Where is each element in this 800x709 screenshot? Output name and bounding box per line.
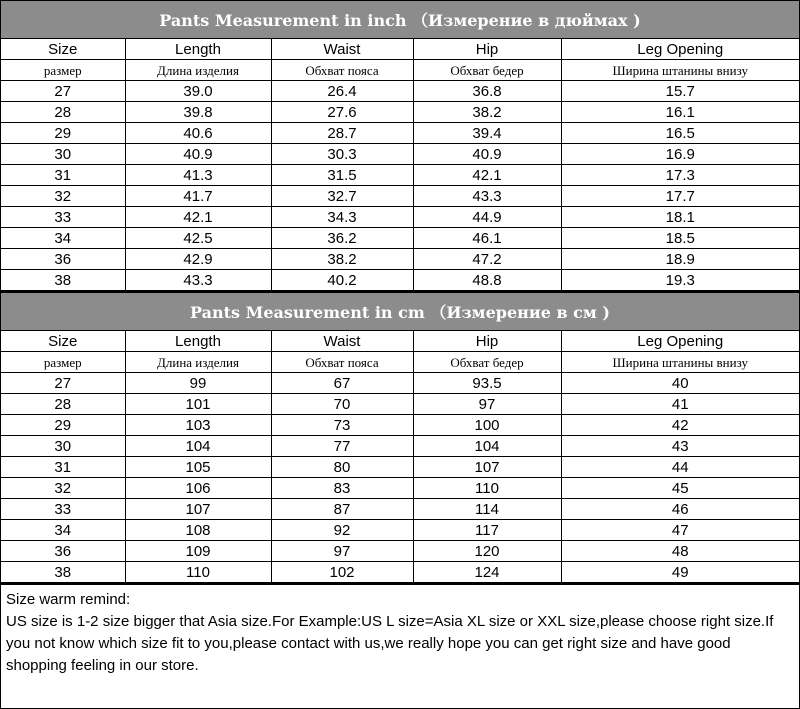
table-row-cell: 49: [561, 562, 799, 583]
table-row-cell: 42.9: [125, 249, 271, 270]
table-row-cell: 42.1: [125, 207, 271, 228]
table-row-cell: 41.3: [125, 165, 271, 186]
header-row-cell: Hip: [413, 331, 561, 352]
subheader-row-cell: Обхват бедер: [413, 352, 561, 373]
table-row: [1, 81, 799, 102]
subheader-row-cell: Длина изделия: [125, 60, 271, 81]
table-row-cell: 106: [125, 478, 271, 499]
table-row-cell: 42.1: [413, 165, 561, 186]
size-remind-note: [1, 583, 799, 677]
table-row-cell: 47: [561, 520, 799, 541]
subheader-row-cell: Длина изделия: [125, 352, 271, 373]
table-row: [1, 499, 799, 520]
table-row-cell: 34: [1, 520, 125, 541]
table-row-cell: 43.3: [125, 270, 271, 291]
header-row-cell: Waist: [271, 331, 413, 352]
table-row-cell: 48: [561, 541, 799, 562]
table-row-cell: 107: [125, 499, 271, 520]
table-row-cell: 39.4: [413, 123, 561, 144]
table-row-cell: 38: [1, 562, 125, 583]
table-row: [1, 102, 799, 123]
table-row-cell: 36: [1, 249, 125, 270]
table-row-cell: 100: [413, 415, 561, 436]
table-row-cell: 93.5: [413, 373, 561, 394]
table-row-cell: 32: [1, 478, 125, 499]
table-row-cell: 107: [413, 457, 561, 478]
cm-table: [1, 331, 799, 583]
table-row: [1, 228, 799, 249]
table-row-cell: 102: [271, 562, 413, 583]
table-row-cell: 103: [125, 415, 271, 436]
table-row: [1, 186, 799, 207]
table-row-cell: 114: [413, 499, 561, 520]
table-row: [1, 478, 799, 499]
table-row-cell: 27: [1, 373, 125, 394]
table-row-cell: 101: [125, 394, 271, 415]
table-row: [1, 249, 799, 270]
table-row-cell: 33: [1, 499, 125, 520]
table-row: [1, 436, 799, 457]
table-row-cell: 110: [125, 562, 271, 583]
header-row-cell: Leg Opening: [561, 331, 799, 352]
table-row-cell: 31.5: [271, 165, 413, 186]
table-row-cell: 77: [271, 436, 413, 457]
table-row-cell: 16.9: [561, 144, 799, 165]
table-row-cell: 109: [125, 541, 271, 562]
table-row-cell: 124: [413, 562, 561, 583]
table-row-cell: 43.3: [413, 186, 561, 207]
table-row-cell: 17.3: [561, 165, 799, 186]
table-row-cell: 29: [1, 415, 125, 436]
header-row-cell: Leg Opening: [561, 39, 799, 60]
table-row-cell: 99: [125, 373, 271, 394]
table-row-cell: 40.6: [125, 123, 271, 144]
table-row-cell: 32.7: [271, 186, 413, 207]
table-row: [1, 520, 799, 541]
table-row-cell: 73: [271, 415, 413, 436]
table-row-cell: 36: [1, 541, 125, 562]
table-row-cell: 36.2: [271, 228, 413, 249]
table-row-cell: 117: [413, 520, 561, 541]
table-row-cell: 46.1: [413, 228, 561, 249]
table-row-cell: 110: [413, 478, 561, 499]
table-row: [1, 562, 799, 583]
table-row: [1, 144, 799, 165]
table-row-cell: 40.9: [413, 144, 561, 165]
table-row-cell: 27.6: [271, 102, 413, 123]
table-row-cell: 40: [561, 373, 799, 394]
table-row-cell: 83: [271, 478, 413, 499]
table-row-cell: 39.8: [125, 102, 271, 123]
table-row: [1, 207, 799, 228]
header-row: [1, 39, 799, 60]
table-row-cell: 92: [271, 520, 413, 541]
table-row-cell: 70: [271, 394, 413, 415]
subheader-row-cell: Ширина штанины внизу: [561, 60, 799, 81]
table-row-cell: 28.7: [271, 123, 413, 144]
table-row-cell: 104: [125, 436, 271, 457]
table-row-cell: 38.2: [271, 249, 413, 270]
subheader-row-cell: Обхват пояса: [271, 60, 413, 81]
table-row-cell: 18.1: [561, 207, 799, 228]
table-row: [1, 123, 799, 144]
table-row-cell: 28: [1, 394, 125, 415]
table-row-cell: 42: [561, 415, 799, 436]
table-row-cell: 40.9: [125, 144, 271, 165]
table-row-cell: 28: [1, 102, 125, 123]
subheader-row-cell: Обхват пояса: [271, 352, 413, 373]
table-row-cell: 44: [561, 457, 799, 478]
table-row-cell: 18.9: [561, 249, 799, 270]
subheader-row-cell: размер: [1, 352, 125, 373]
table-row-cell: 80: [271, 457, 413, 478]
table-row-cell: 30: [1, 436, 125, 457]
header-row-cell: Waist: [271, 39, 413, 60]
table-row-cell: 40.2: [271, 270, 413, 291]
table-row-cell: 15.7: [561, 81, 799, 102]
table-row: [1, 415, 799, 436]
table-row-cell: 42.5: [125, 228, 271, 249]
table-row-cell: 41: [561, 394, 799, 415]
table-row: [1, 541, 799, 562]
table-row-cell: 26.4: [271, 81, 413, 102]
table-row-cell: 31: [1, 165, 125, 186]
table-row-cell: 36.8: [413, 81, 561, 102]
table-row-cell: 38.2: [413, 102, 561, 123]
table-row-cell: 67: [271, 373, 413, 394]
table-row-cell: 16.5: [561, 123, 799, 144]
table-row-cell: 30: [1, 144, 125, 165]
table-row-cell: 38: [1, 270, 125, 291]
table-row: [1, 165, 799, 186]
remind-body: US size is 1-2 size bigger that Asia size.For Example:US L size=Asia XL size or XXL size,please choose right size.If you not know which size fit to you,please contact with us,we really hope you can get right size and have good shopping feeling in our store.: [6, 613, 774, 674]
table-row-cell: 31: [1, 457, 125, 478]
table-row-cell: 33: [1, 207, 125, 228]
table-row-cell: 17.7: [561, 186, 799, 207]
subheader-row: [1, 352, 799, 373]
header-row-cell: Length: [125, 331, 271, 352]
table-row-cell: 34: [1, 228, 125, 249]
header-row-cell: Size: [1, 331, 125, 352]
table-row-cell: 87: [271, 499, 413, 520]
table-row-cell: 43: [561, 436, 799, 457]
table-row-cell: 32: [1, 186, 125, 207]
header-row-cell: Size: [1, 39, 125, 60]
table-row-cell: 29: [1, 123, 125, 144]
table-row-cell: 46: [561, 499, 799, 520]
inch-table: [1, 39, 799, 291]
table-row-cell: 39.0: [125, 81, 271, 102]
header-row-cell: Length: [125, 39, 271, 60]
table-row-cell: 34.3: [271, 207, 413, 228]
table-row-cell: 48.8: [413, 270, 561, 291]
table-row-cell: 47.2: [413, 249, 561, 270]
cm-table-title: Pants Measurement in cm （Измерение в см ): [1, 291, 799, 331]
table-row-cell: 41.7: [125, 186, 271, 207]
subheader-row-cell: Обхват бедер: [413, 60, 561, 81]
table-row-cell: 45: [561, 478, 799, 499]
table-row-cell: 108: [125, 520, 271, 541]
table-row-cell: 44.9: [413, 207, 561, 228]
table-row: [1, 270, 799, 291]
table-row-cell: 97: [413, 394, 561, 415]
table-row-cell: 27: [1, 81, 125, 102]
table-row-cell: 18.5: [561, 228, 799, 249]
subheader-row-cell: размер: [1, 60, 125, 81]
inch-table-title: Pants Measurement in inch （Измерение в дюймах ): [1, 1, 799, 39]
subheader-row-cell: Ширина штанины внизу: [561, 352, 799, 373]
table-row-cell: 16.1: [561, 102, 799, 123]
remind-heading: Size warm remind:: [6, 591, 131, 608]
table-row-cell: 105: [125, 457, 271, 478]
table-row-cell: 120: [413, 541, 561, 562]
table-row-cell: 19.3: [561, 270, 799, 291]
table-row-cell: 104: [413, 436, 561, 457]
table-row: [1, 394, 799, 415]
table-row-cell: 97: [271, 541, 413, 562]
table-row: [1, 373, 799, 394]
table-row: [1, 457, 799, 478]
header-row-cell: Hip: [413, 39, 561, 60]
header-row: [1, 331, 799, 352]
subheader-row: [1, 60, 799, 81]
table-row-cell: 30.3: [271, 144, 413, 165]
